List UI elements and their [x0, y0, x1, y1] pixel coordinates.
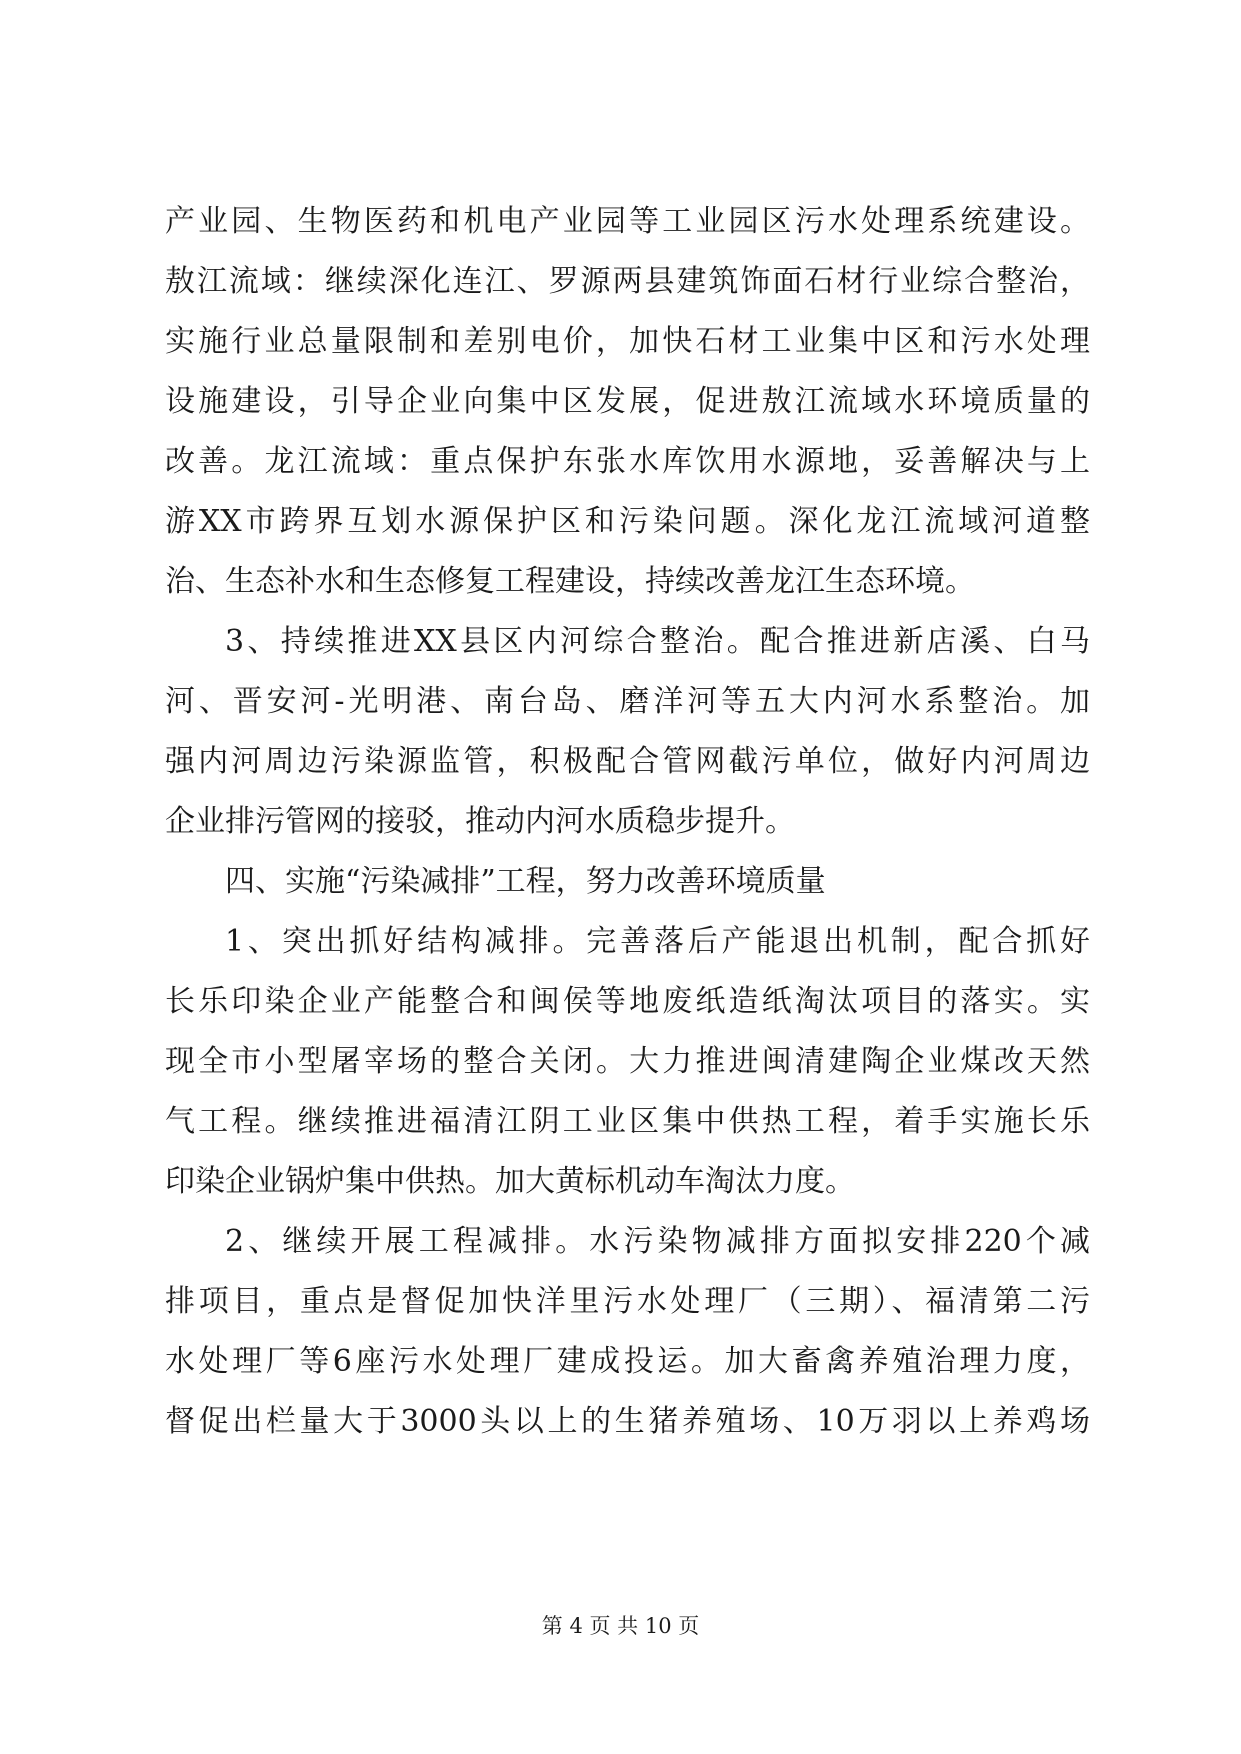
page-number-footer: 第 4 页 共 10 页 [541, 1614, 700, 1638]
text-line: 河、晋安河-光明港、南台岛、磨洋河等五大内河水系整治。加 [165, 684, 1090, 719]
text-line: 3、持续推进XX县区内河综合整治。配合推进新店溪、白马 [225, 624, 1090, 659]
text-line: 改善。龙江流域：重点保护东张水库饮用水源地，妥善解决与上 [165, 444, 1090, 479]
text-line: 1、突出抓好结构减排。完善落后产能退出机制，配合抓好 [225, 924, 1090, 959]
text-line: 长乐印染企业产能整合和闽侯等地废纸造纸淘汰项目的落实。实 [165, 984, 1090, 1019]
text-line: 产业园、生物医药和机电产业园等工业园区污水处理系统建设。 [165, 204, 1090, 239]
text-line: 水处理厂等6座污水处理厂建成投运。加大畜禽养殖治理力度， [165, 1344, 1090, 1379]
section-heading: 四、实施“污染减排”工程，努力改善环境质量 [225, 864, 826, 899]
text-line: 强内河周边污染源监管，积极配合管网截污单位，做好内河周边 [165, 744, 1090, 779]
text-line: 敖江流域：继续深化连江、罗源两县建筑饰面石材行业综合整治， [165, 264, 1090, 299]
text-line: 现全市小型屠宰场的整合关闭。大力推进闽清建陶企业煤改天然 [165, 1044, 1090, 1079]
text-line: 排项目，重点是督促加快洋里污水处理厂（三期）、福清第二污 [165, 1284, 1090, 1319]
text-line: 设施建设，引导企业向集中区发展，促进敖江流域水环境质量的 [165, 384, 1090, 419]
text-line: 气工程。继续推进福清江阴工业区集中供热工程，着手实施长乐 [165, 1104, 1090, 1139]
text-line: 督促出栏量大于3000头以上的生猪养殖场、10万羽以上养鸡场 [165, 1404, 1090, 1439]
text-line: 游XX市跨界互划水源保护区和污染问题。深化龙江流域河道整 [165, 504, 1090, 539]
text-line: 实施行业总量限制和差别电价，加快石材工业集中区和污水处理 [165, 324, 1090, 359]
text-line: 2、继续开展工程减排。水污染物减排方面拟安排220个减 [225, 1224, 1090, 1259]
body-text [165, 192, 1090, 1452]
text-line: 治、生态补水和生态修复工程建设，持续改善龙江生态环境。 [165, 564, 975, 599]
text-line: 印染企业锅炉集中供热。加大黄标机动车淘汰力度。 [165, 1164, 855, 1199]
text-line: 企业排污管网的接驳，推动内河水质稳步提升。 [165, 804, 795, 839]
